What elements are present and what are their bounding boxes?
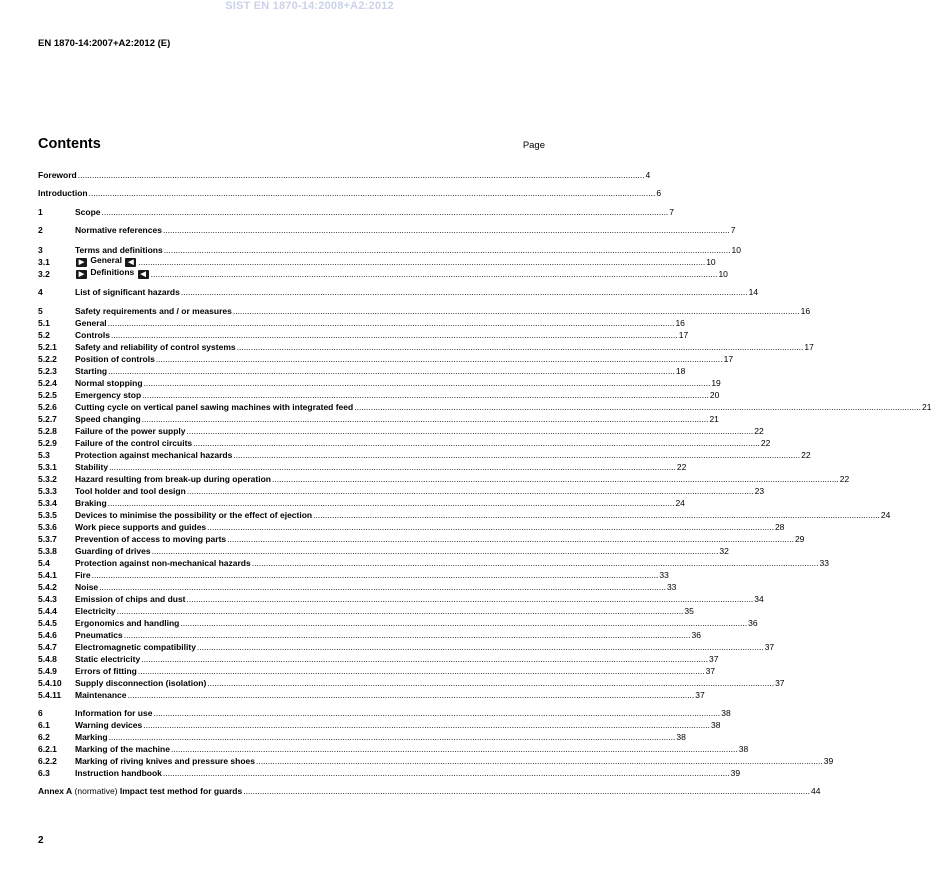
toc-number: 5.3: [38, 450, 50, 460]
toc-title: [75, 225, 162, 235]
toc-number: 5.3.2: [38, 474, 57, 484]
toc-title: [75, 708, 152, 718]
annex-type: (normative): [72, 786, 120, 796]
toc-entry[interactable]: [38, 436, 771, 448]
toc-title-text: Emergency stop: [75, 390, 142, 400]
toc-title: [38, 786, 242, 796]
toc-number: 5.3.1: [38, 462, 57, 472]
toc-number: 5.4.3: [38, 594, 57, 604]
toc-entry[interactable]: [38, 544, 729, 556]
toc-title: [75, 354, 155, 364]
toc-leader-dots: ................................................................................................................................................................................................................................................: [110, 330, 678, 340]
toc-title-text: Safety requirements and / or measures: [75, 306, 232, 316]
toc-page-number: 38: [738, 744, 749, 754]
toc-page-number: 35: [684, 606, 694, 616]
toc-title: [75, 414, 141, 424]
toc-number: 5: [38, 306, 43, 316]
toc-page-number: 37: [764, 642, 775, 652]
toc-number: 5.2.3: [38, 366, 57, 376]
toc-leader-dots: ................................................................................................................................................................................................................................................: [138, 257, 706, 267]
toc-number: 5.4.11: [38, 690, 62, 700]
toc-title: [75, 642, 196, 652]
toc-entry[interactable]: [38, 304, 811, 316]
toc-number: 4: [38, 287, 43, 297]
toc-page-number: 10: [706, 257, 716, 267]
toc-entry[interactable]: [38, 742, 749, 754]
toc-leader-dots: ................................................................................................................................................................................................................................................: [186, 594, 754, 604]
toc-entry[interactable]: [38, 328, 689, 340]
toc-title: [75, 732, 108, 742]
toc-entry[interactable]: [38, 168, 651, 180]
toc-page-number: 16: [800, 306, 811, 316]
toc-entry[interactable]: [38, 186, 662, 198]
toc-leader-dots: ................................................................................................................................................................................................................................................: [107, 498, 675, 508]
toc-title: [75, 486, 186, 496]
toc-number: 6.2.1: [38, 744, 57, 754]
toc-page-number: 38: [711, 720, 721, 730]
toc-leader-dots: ................................................................................................................................................................................................................................................: [313, 510, 880, 520]
toc-title: [38, 188, 88, 198]
toc-title: [75, 582, 98, 592]
toc-title: [75, 594, 186, 604]
toc-number: 5.2.1: [38, 342, 57, 352]
toc-number: 3.2: [38, 269, 50, 279]
toc-entry[interactable]: [38, 730, 686, 742]
toc-page-number: 6: [656, 188, 662, 198]
toc-title-text: Cutting cycle on vertical panel sawing machines with integrated feed: [75, 402, 354, 412]
toc-leader-dots: ................................................................................................................................................................................................................................................: [101, 207, 669, 217]
toc-page-number: 17: [804, 342, 814, 352]
toc-entry[interactable]: [38, 376, 721, 388]
toc-title: [75, 570, 91, 580]
toc-leader-dots: ................................................................................................................................................................................................................................................: [155, 354, 723, 364]
toc-number: 6: [38, 708, 43, 718]
toc-title-text: Ergonomics and handling: [75, 618, 180, 628]
toc-page-number: 38: [676, 732, 686, 742]
toc-title-text: Introduction: [38, 188, 88, 198]
toc-title: [75, 618, 179, 628]
toc-page-number: 29: [794, 534, 805, 544]
page-column-label: Page: [522, 140, 545, 151]
toc-page-number: 10: [718, 269, 728, 279]
toc-title: [75, 207, 101, 217]
toc-title-text: Electromagnetic compatibility: [75, 642, 196, 652]
toc-entry[interactable]: [38, 243, 741, 255]
toc-leader-dots: ................................................................................................................................................................................................................................................: [123, 630, 691, 640]
toc-leader-dots: ................................................................................................................................................................................................................................................: [272, 474, 839, 484]
toc-number: 5.2.9: [38, 438, 57, 448]
toc-title-text: Definitions: [88, 267, 135, 277]
amendment-start-icon: ▶: [76, 270, 87, 279]
toc-page-number: 33: [819, 558, 829, 568]
toc-title: [75, 330, 110, 340]
page-number: 2: [38, 835, 44, 846]
toc-entry[interactable]: [38, 460, 687, 472]
toc-entry[interactable]: [38, 352, 734, 364]
toc-entry[interactable]: [38, 223, 736, 235]
toc-title-text: List of significant hazards: [75, 287, 180, 297]
toc-page-number: 33: [666, 582, 677, 592]
toc-number: 6.2: [38, 732, 50, 742]
toc-title: [75, 630, 123, 640]
toc-entry[interactable]: [38, 285, 759, 297]
contents-title: Contents: [38, 136, 101, 152]
toc-entry[interactable]: [38, 664, 716, 676]
toc-page-number: 22: [760, 438, 771, 448]
toc-entry[interactable]: [38, 652, 719, 664]
toc-leader-dots: ................................................................................................................................................................................................................................................: [255, 756, 823, 766]
toc-title-text: Instruction handbook: [75, 768, 162, 778]
toc-title-text: Normative references: [75, 225, 162, 235]
toc-number: 5.2.6: [38, 402, 57, 412]
toc-leader-dots: ................................................................................................................................................................................................................................................: [99, 582, 666, 592]
toc-title-text: Marking of riving knives and pressure shoes: [75, 756, 255, 766]
toc-entry[interactable]: [38, 568, 669, 580]
toc-title: [75, 366, 107, 376]
toc-page-number: 37: [708, 654, 719, 664]
toc-leader-dots: ................................................................................................................................................................................................................................................: [108, 366, 675, 376]
toc-title-text: Position of controls: [75, 354, 155, 364]
toc-title-text: Tool holder and tool design: [75, 486, 186, 496]
toc-page-number: 21: [922, 402, 931, 412]
toc-number: 5.3.3: [38, 486, 57, 496]
toc-number: 5.3.5: [38, 510, 57, 520]
toc-entry[interactable]: [38, 580, 677, 592]
toc-number: 5.4.7: [38, 642, 57, 652]
toc-title-text: Normal stopping: [75, 378, 143, 388]
toc-title: [75, 666, 137, 676]
toc-title: [75, 534, 226, 544]
toc-title-text: Marking: [75, 732, 108, 742]
toc-leader-dots: ................................................................................................................................................................................................................................................: [162, 768, 730, 778]
toc-title: [75, 768, 162, 778]
toc-title-text: Fire: [75, 570, 91, 580]
toc-title-text: Pneumatics: [75, 630, 123, 640]
toc-title-text: Protection against non-mechanical hazards: [75, 558, 251, 568]
toc-page-number: 23: [754, 486, 765, 496]
toc-page-number: 36: [748, 618, 758, 628]
toc-number: 5.4.5: [38, 618, 57, 628]
toc-title: [75, 474, 271, 484]
toc-leader-dots: ................................................................................................................................................................................................................................................: [243, 786, 810, 796]
toc-title: [75, 318, 107, 328]
toc-page-number: 21: [709, 414, 719, 424]
toc-entry[interactable]: [38, 472, 850, 484]
toc-entry[interactable]: [38, 496, 685, 508]
toc-title-text: Devices to minimise the possibility or the effect of ejection: [75, 510, 313, 520]
toc-page-number: 19: [711, 378, 721, 388]
toc-leader-dots: ................................................................................................................................................................................................................................................: [227, 534, 794, 544]
toc-entry[interactable]: [38, 592, 764, 604]
toc-entry[interactable]: [38, 400, 931, 412]
toc-entry[interactable]: [38, 628, 701, 640]
toc-page-number: 7: [669, 207, 675, 217]
toc-page-number: 17: [678, 330, 689, 340]
toc-title-text: Failure of the control circuits: [75, 438, 193, 448]
toc-title: [75, 426, 186, 436]
toc-leader-dots: ................................................................................................................................................................................................................................................: [77, 170, 645, 180]
toc-title: [75, 546, 151, 556]
toc-title: [75, 342, 236, 352]
toc-number: 6.1: [38, 720, 50, 730]
toc-leader-dots: ................................................................................................................................................................................................................................................: [109, 462, 676, 472]
toc-title-text: Information for use: [75, 708, 153, 718]
toc-title: [75, 390, 141, 400]
toc-leader-dots: ................................................................................................................................................................................................................................................: [143, 378, 711, 388]
toc-leader-dots: ................................................................................................................................................................................................................................................: [233, 450, 801, 460]
toc-title-text: Marking of the machine: [75, 744, 170, 754]
toc-entry[interactable]: [38, 640, 775, 652]
toc-title-text: Controls: [75, 330, 110, 340]
toc-title: [75, 438, 192, 448]
toc-leader-dots: ................................................................................................................................................................................................................................................: [107, 318, 675, 328]
toc-entry[interactable]: [38, 412, 719, 424]
toc-title-text: Foreword: [38, 170, 77, 180]
toc-entry[interactable]: [38, 676, 785, 688]
toc-title: [75, 654, 140, 664]
toc-title-text: Warning devices: [75, 720, 143, 730]
toc-number: 5.3.4: [38, 498, 57, 508]
toc-title-text: Static electricity: [75, 654, 141, 664]
toc-number: 5.2: [38, 330, 50, 340]
toc-number: 5.3.7: [38, 534, 57, 544]
toc-leader-dots: ................................................................................................................................................................................................................................................: [141, 414, 709, 424]
toc-title: [75, 306, 232, 316]
toc-leader-dots: ................................................................................................................................................................................................................................................: [163, 245, 731, 255]
toc-entry[interactable]: [38, 364, 686, 376]
toc-title-text: Scope: [75, 207, 101, 217]
toc-number: 5.3.6: [38, 522, 57, 532]
toc-title-text: Guarding of drives: [75, 546, 151, 556]
toc-page-number: 16: [675, 318, 685, 328]
toc-entry[interactable]: [38, 616, 758, 628]
toc-title: [75, 510, 312, 520]
toc-leader-dots: ................................................................................................................................................................................................................................................: [207, 678, 775, 688]
toc-title: [75, 690, 127, 700]
toc-title-text: Supply disconnection (isolation): [75, 678, 207, 688]
toc-leader-dots: ................................................................................................................................................................................................................................................: [142, 390, 709, 400]
toc-title: [75, 678, 206, 688]
toc-title: [75, 267, 150, 279]
toc-number: 5.1: [38, 318, 50, 328]
toc-page-number: 14: [748, 287, 759, 297]
toc-leader-dots: ................................................................................................................................................................................................................................................: [91, 570, 659, 580]
toc-number: 5.2.4: [38, 378, 57, 388]
toc-number: 6.2.2: [38, 756, 57, 766]
toc-number: 3: [38, 245, 43, 255]
toc-title: [75, 558, 251, 568]
toc-title: [75, 606, 116, 616]
toc-entry[interactable]: [38, 388, 720, 400]
toc-leader-dots: ................................................................................................................................................................................................................................................: [180, 287, 748, 297]
toc-entry[interactable]: [38, 316, 685, 328]
toc-entry[interactable]: [38, 718, 721, 730]
toc-title: [75, 245, 163, 255]
toc-entry[interactable]: [38, 340, 814, 352]
toc-title: [75, 462, 108, 472]
toc-page-number: 28: [774, 522, 785, 532]
toc-leader-dots: ................................................................................................................................................................................................................................................: [108, 732, 676, 742]
document-id: EN 1870-14:2007+A2:2012 (E): [38, 38, 171, 49]
toc-entry[interactable]: [38, 424, 764, 436]
toc-number: 5.4.6: [38, 630, 57, 640]
toc-leader-dots: ................................................................................................................................................................................................................................................: [232, 306, 800, 316]
toc-title: [75, 522, 206, 532]
watermark: SIST EN 1870-14:2008+A2:2012: [225, 0, 394, 12]
toc-title-text: Braking: [75, 498, 107, 508]
toc-title-text: Safety and reliability of control systems: [75, 342, 236, 352]
toc-number: 1: [38, 207, 43, 217]
amendment-end-icon: ◀: [125, 258, 136, 267]
toc-entry[interactable]: [38, 556, 829, 568]
toc-leader-dots: ................................................................................................................................................................................................................................................: [151, 546, 719, 556]
toc-leader-dots: ................................................................................................................................................................................................................................................: [193, 438, 760, 448]
toc-entry[interactable]: [38, 754, 834, 766]
toc-number: 5.4.2: [38, 582, 57, 592]
toc-entry[interactable]: [38, 205, 675, 217]
toc-leader-dots: ................................................................................................................................................................................................................................................: [354, 402, 921, 412]
toc-number: 6.3: [38, 768, 50, 778]
toc-page-number: 17: [723, 354, 734, 364]
toc-number: 5.3.8: [38, 546, 57, 556]
toc-leader-dots: ................................................................................................................................................................................................................................................: [207, 522, 774, 532]
toc-leader-dots: ................................................................................................................................................................................................................................................: [162, 225, 730, 235]
toc-leader-dots: ................................................................................................................................................................................................................................................: [143, 720, 711, 730]
toc-entry[interactable]: [38, 532, 805, 544]
toc-title-text: Errors of fitting: [75, 666, 137, 676]
toc-number: 5.2.5: [38, 390, 57, 400]
toc-page-number: 24: [675, 498, 685, 508]
toc-number: 2: [38, 225, 43, 235]
toc-page-number: 7: [730, 225, 736, 235]
toc-page-number: 38: [721, 708, 731, 718]
toc-leader-dots: ................................................................................................................................................................................................................................................: [236, 342, 804, 352]
toc-number: 5.2.2: [38, 354, 57, 364]
toc-title: [75, 720, 142, 730]
toc-entry[interactable]: [38, 766, 741, 778]
amendment-start-icon: ▶: [76, 258, 87, 267]
toc-page-number: 24: [880, 510, 891, 520]
toc-number: 3.1: [38, 257, 50, 267]
toc-leader-dots: ................................................................................................................................................................................................................................................: [137, 666, 705, 676]
toc-page-number: 22: [801, 450, 811, 460]
toc-page-number: 20: [709, 390, 720, 400]
toc-title: [75, 378, 143, 388]
toc-leader-dots: ................................................................................................................................................................................................................................................: [186, 486, 754, 496]
toc-number: 5.4.10: [38, 678, 62, 688]
toc-page-number: 44: [811, 786, 821, 796]
toc-page-number: 22: [754, 426, 764, 436]
toc-number: 5.4.4: [38, 606, 57, 616]
toc-page-number: 4: [645, 170, 651, 180]
toc-entry[interactable]: [38, 784, 821, 796]
toc-page-number: 39: [823, 756, 834, 766]
toc-page-number: 36: [691, 630, 701, 640]
toc-entry[interactable]: [38, 508, 891, 520]
toc-title: [75, 756, 255, 766]
toc-title-text: General: [88, 255, 123, 265]
toc-page-number: 33: [659, 570, 669, 580]
toc-title: [75, 287, 180, 297]
toc-entry[interactable]: [38, 267, 728, 279]
toc-title: [75, 498, 107, 508]
toc-number: 5.4.1: [38, 570, 57, 580]
toc-title: [75, 402, 353, 412]
toc-title-text: Hazard resulting from break-up during operation: [75, 474, 271, 484]
toc-title: [75, 744, 170, 754]
toc-page-number: 18: [675, 366, 686, 376]
toc-page-number: 37: [775, 678, 785, 688]
toc-page-number: 39: [730, 768, 741, 778]
toc-leader-dots: ................................................................................................................................................................................................................................................: [196, 642, 764, 652]
toc-title-text: General: [75, 318, 107, 328]
toc-title-text: Work piece supports and guides: [75, 522, 207, 532]
toc-title-text: Emission of chips and dust: [75, 594, 186, 604]
toc-leader-dots: ................................................................................................................................................................................................................................................: [170, 744, 738, 754]
toc-number: 5.4: [38, 558, 50, 568]
toc-number: 5.4.8: [38, 654, 57, 664]
toc-number: 5.2.7: [38, 414, 57, 424]
toc-title-text: Annex A: [38, 786, 73, 796]
toc-title-text: Failure of the power supply: [75, 426, 186, 436]
toc-title-text: Electricity: [75, 606, 116, 616]
toc-page-number: 22: [676, 462, 687, 472]
toc-entry[interactable]: [38, 484, 765, 496]
toc-leader-dots: ................................................................................................................................................................................................................................................: [186, 426, 754, 436]
toc-entry[interactable]: [38, 604, 694, 616]
toc-title: [75, 450, 232, 460]
toc-title-text: Noise: [75, 582, 99, 592]
toc-entry[interactable]: [38, 255, 716, 267]
toc-title-text: Terms and definitions: [75, 245, 163, 255]
toc-title-text: Starting: [75, 366, 108, 376]
toc-leader-dots: ................................................................................................................................................................................................................................................: [88, 188, 656, 198]
toc-leader-dots: ................................................................................................................................................................................................................................................: [150, 269, 718, 279]
toc-leader-dots: ................................................................................................................................................................................................................................................: [141, 654, 708, 664]
toc-entry[interactable]: [38, 706, 731, 718]
toc-title-text: Speed changing: [75, 414, 141, 424]
toc-title: [75, 255, 137, 267]
annex-title: Impact test method for guards: [119, 786, 243, 796]
toc-page-number: 22: [839, 474, 850, 484]
toc-number: 5.2.8: [38, 426, 57, 436]
toc-title: [38, 170, 77, 180]
toc-leader-dots: ................................................................................................................................................................................................................................................: [116, 606, 684, 616]
toc-leader-dots: ................................................................................................................................................................................................................................................: [180, 618, 748, 628]
toc-title-text: Prevention of access to moving parts: [75, 534, 227, 544]
toc-entry[interactable]: [38, 520, 785, 532]
toc-number: 5.4.9: [38, 666, 57, 676]
toc-title-text: Stability: [75, 462, 109, 472]
toc-entry[interactable]: [38, 448, 811, 460]
toc-page-number: 37: [705, 666, 716, 676]
toc-leader-dots: ................................................................................................................................................................................................................................................: [251, 558, 819, 568]
toc-entry[interactable]: [38, 688, 705, 700]
toc-page-number: 32: [719, 546, 729, 556]
toc-page-number: 10: [731, 245, 741, 255]
toc-title-text: Maintenance: [75, 690, 127, 700]
toc-page-number: 34: [754, 594, 764, 604]
toc-leader-dots: ................................................................................................................................................................................................................................................: [127, 690, 695, 700]
toc-page-number: 37: [695, 690, 705, 700]
toc-leader-dots: ................................................................................................................................................................................................................................................: [153, 708, 721, 718]
amendment-end-icon: ◀: [138, 270, 149, 279]
toc-title-text: Protection against mechanical hazards: [75, 450, 233, 460]
